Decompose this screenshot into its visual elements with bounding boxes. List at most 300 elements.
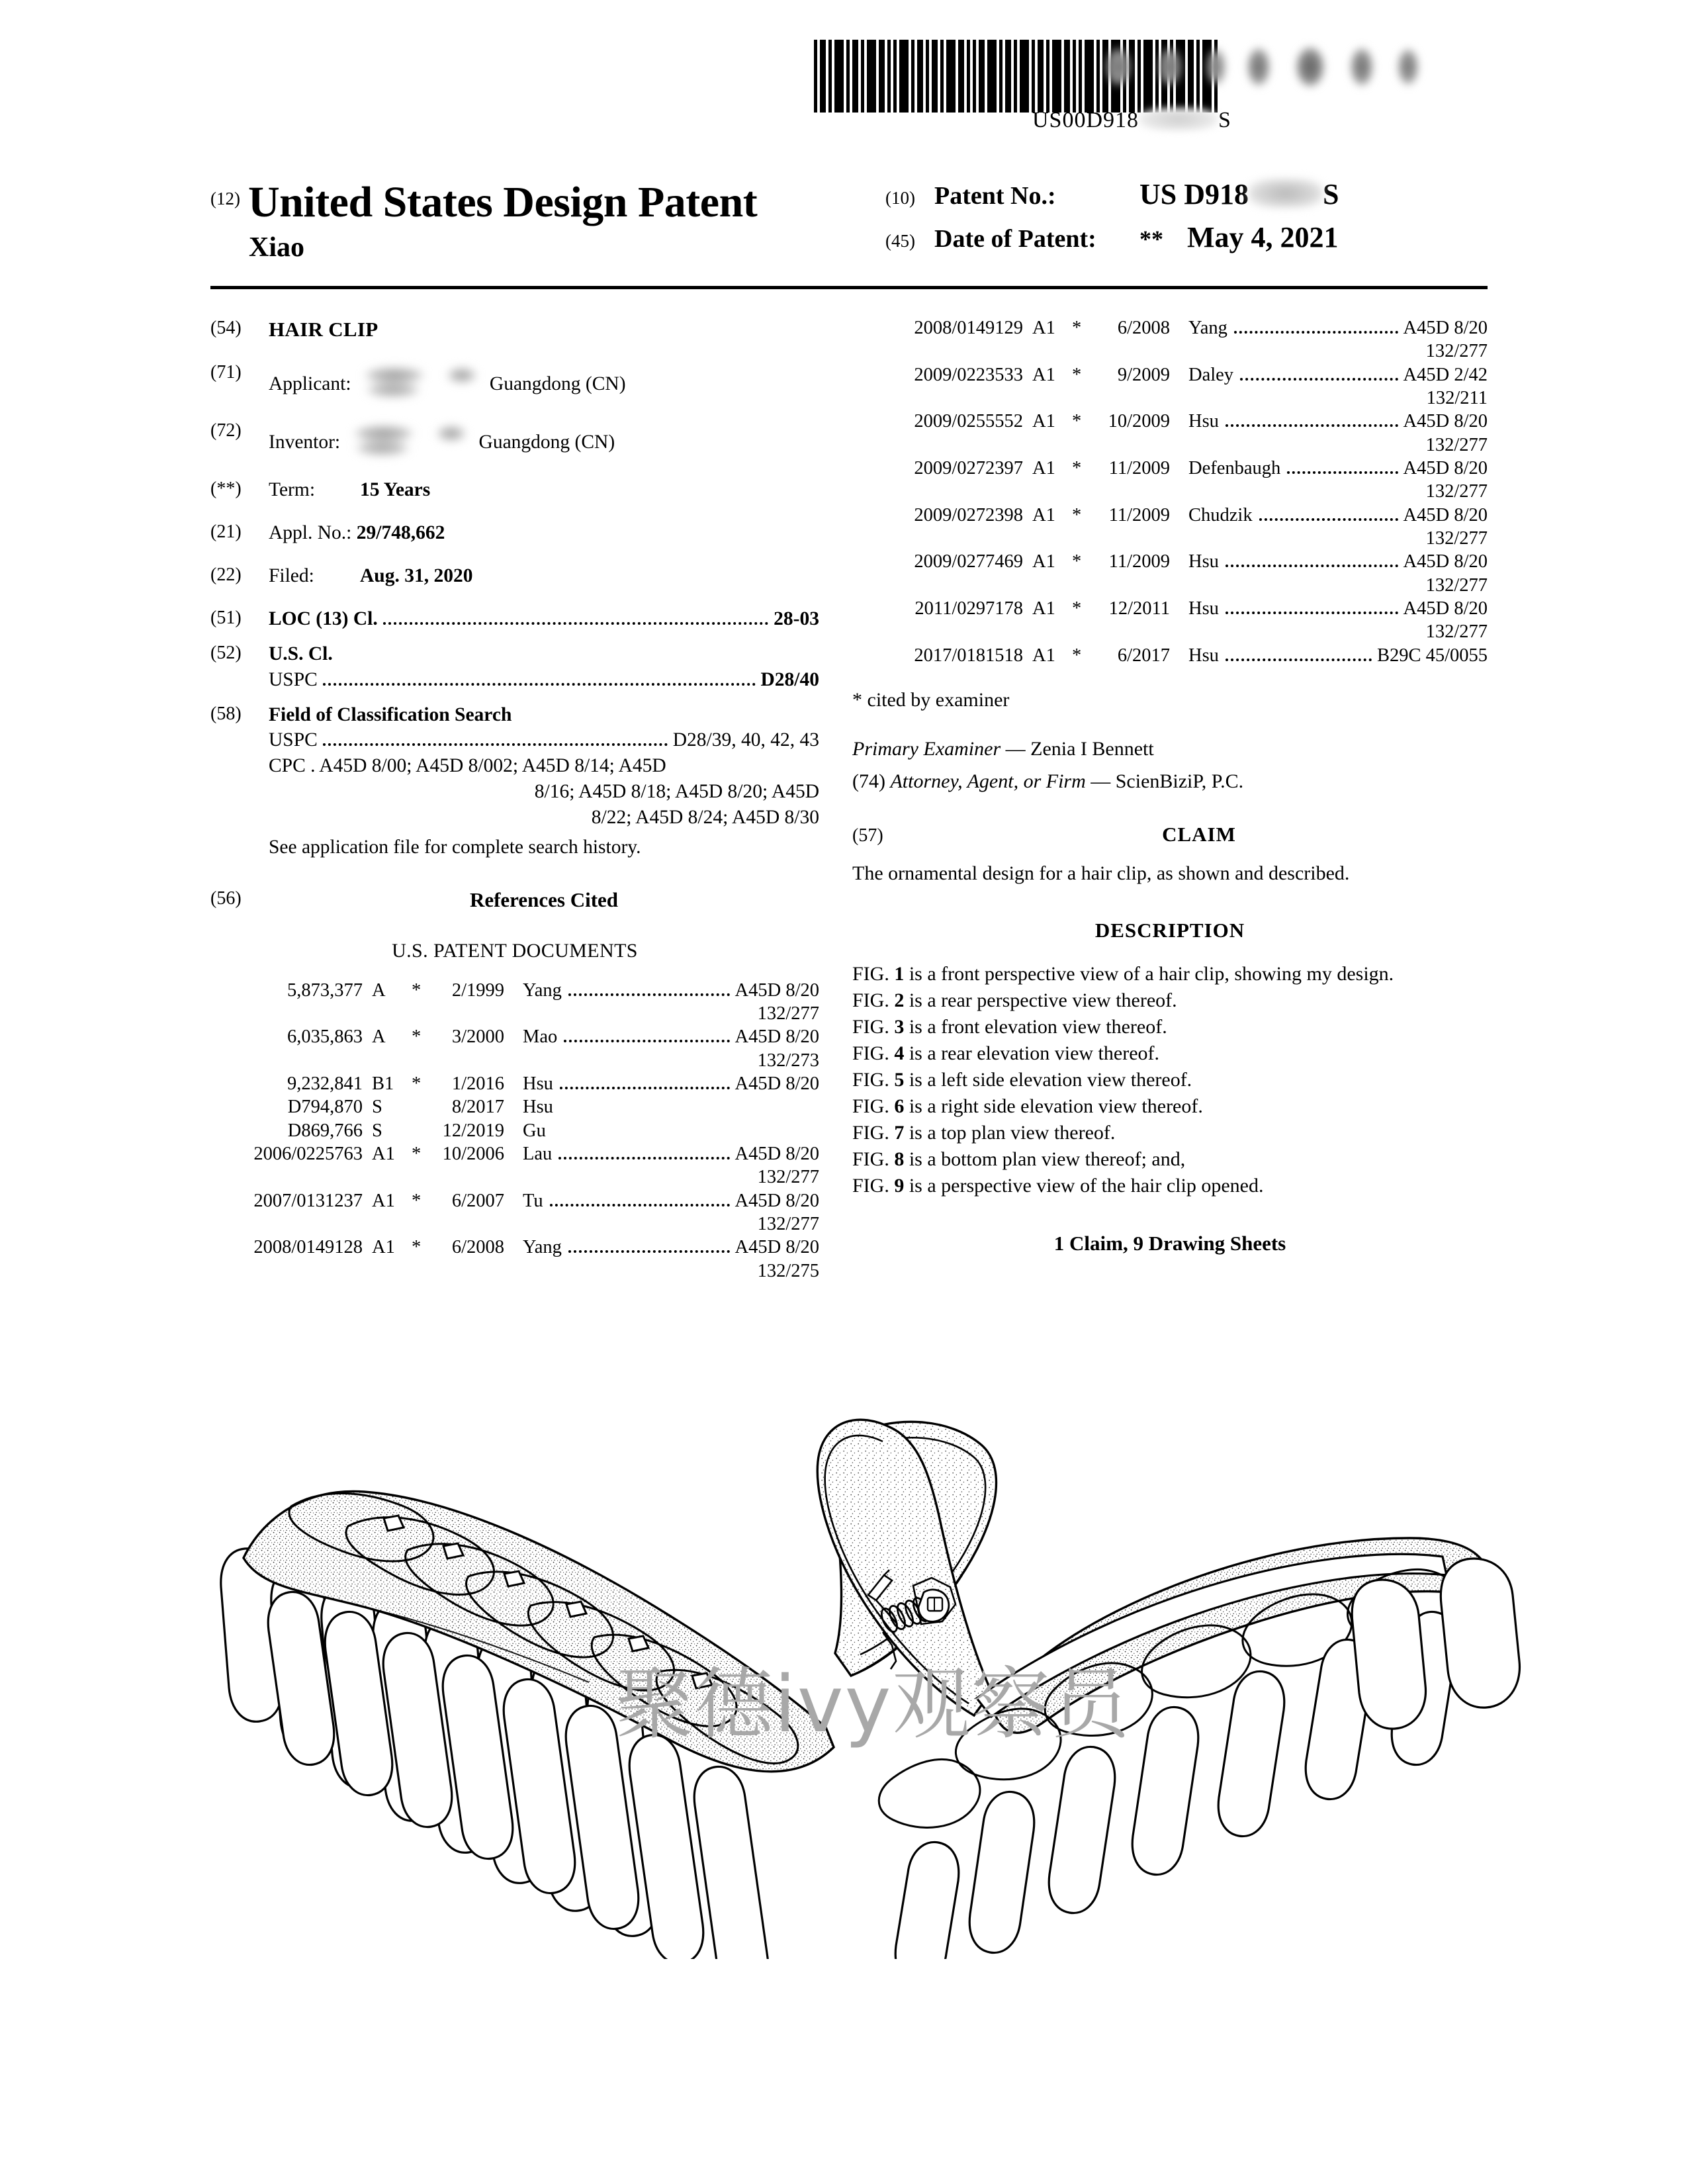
reference-assignee-name: Daley (1188, 364, 1234, 385)
patent-drawing-figure (165, 1377, 1555, 1959)
cpc-line-2: 8/16; A45D 8/18; A45D 8/20; A45D (534, 781, 819, 803)
figure-description-item (852, 1040, 1488, 1067)
barcode-number (1032, 107, 1231, 133)
reference-examiner-star: * (1072, 457, 1082, 478)
field-applicant (210, 361, 819, 402)
figure-description-item (852, 987, 1488, 1014)
inventor-name-redaction (345, 419, 476, 460)
reference-assignee-name: Yang (1188, 318, 1227, 338)
focs-label: Field of Classification Search (269, 704, 512, 725)
reference-kind-code: A1 (372, 1190, 395, 1211)
reference-classification: B29C 45/0055 (1376, 645, 1488, 666)
hair-clip-right-jaw (817, 1420, 1519, 1959)
reference-row (210, 1119, 819, 1142)
title-right (885, 177, 1481, 254)
barcode-bar (1214, 40, 1218, 113)
reference-number: 2006/0225763 (253, 1143, 363, 1164)
barcode-bar (893, 40, 897, 113)
barcode-bars (814, 40, 1220, 113)
reference-row (852, 504, 1488, 527)
reference-row (852, 457, 1488, 480)
reference-date: 11/2009 (1108, 457, 1170, 478)
reference-classification: A45D 2/42 (1403, 364, 1488, 385)
figure-text: is a right side elevation view thereof. (904, 1095, 1203, 1117)
reference-number: D869,766 (287, 1120, 363, 1141)
reference-number: 2007/0131237 (253, 1190, 363, 1211)
tag-57: (57) (852, 825, 883, 846)
reference-date: 10/2006 (442, 1143, 504, 1164)
claim-sheet-count: 1 Claim, 9 Drawing Sheets (1053, 1232, 1286, 1255)
reference-subclass: 132/277 (757, 1003, 819, 1024)
barcode-bar (1155, 40, 1159, 113)
tag-22: (22) (210, 564, 242, 585)
reference-number: 9,232,841 (287, 1073, 363, 1094)
reference-kind-code: S (372, 1097, 382, 1118)
figure-description-item (852, 1067, 1488, 1093)
attorney-line (852, 768, 1488, 795)
uspc-dotrow (269, 667, 819, 693)
field-appl-no (210, 520, 819, 546)
uscl-body (269, 641, 819, 693)
reference-leader (558, 1157, 729, 1160)
reference-number: 2009/0272397 (914, 457, 1023, 478)
tag-58: (58) (210, 703, 242, 724)
primary-examiner-label: Primary Examiner (852, 737, 1001, 760)
field-loc (210, 606, 819, 632)
reference-subclass: 132/275 (757, 1260, 819, 1281)
reference-classification: A45D 8/20 (735, 1026, 819, 1048)
figure-text: is a perspective view of the hair clip opened. (904, 1174, 1264, 1197)
reference-subclass: 132/277 (1425, 574, 1488, 596)
barcode-bar (1064, 40, 1070, 113)
figure-description-item (852, 1173, 1488, 1199)
tag-21: (21) (210, 521, 242, 542)
reference-number: 2009/0277469 (914, 551, 1023, 572)
reference-date: 9/2009 (1117, 364, 1170, 385)
reference-subclass: 132/277 (757, 1167, 819, 1188)
cited-by-examiner-note: * cited by examiner (852, 688, 1010, 711)
header-divider (210, 286, 1488, 289)
barcode-bar (1014, 40, 1017, 113)
claim-text: The ornamental design for a hair clip, as shown and described. (852, 862, 1350, 884)
reference-row (210, 1142, 819, 1165)
primary-examiner-name: Zenia I Bennett (1030, 737, 1154, 760)
barcode-bar (1085, 40, 1094, 113)
reference-leader (1226, 612, 1398, 614)
reference-classification: A45D 8/20 (1403, 318, 1488, 338)
tag-71: (71) (210, 361, 242, 383)
figure-description-item (852, 1014, 1488, 1040)
barcode-bar (899, 40, 909, 113)
barcode-bar (967, 40, 970, 113)
reference-kind-code: A1 (1032, 645, 1055, 666)
appl-value: 29/748,662 (356, 522, 445, 543)
field-title (210, 316, 819, 343)
applicant-body (269, 361, 819, 402)
reference-assignee-name: Gu (523, 1120, 546, 1141)
figure-number: 8 (894, 1148, 905, 1170)
reference-subclass: 132/211 (1426, 387, 1488, 408)
barcode-bar (926, 40, 929, 113)
uscl-label: U.S. Cl. (269, 643, 333, 664)
reference-leader (1226, 659, 1372, 661)
barcode-bar (1102, 40, 1108, 113)
tag-72: (72) (210, 420, 242, 441)
figure-number: 3 (894, 1016, 905, 1038)
term-disclaimer-stars: ** (1139, 226, 1163, 252)
inventor-surname: Xiao (249, 232, 304, 263)
patent-no-value (1139, 177, 1339, 211)
reference-date: 3/2000 (451, 1026, 504, 1048)
reference-examiner-star: * (412, 1143, 422, 1164)
patent-no-label: Patent No.: (934, 182, 1056, 210)
description-heading: DESCRIPTION (1094, 918, 1245, 942)
reference-date: 6/2007 (451, 1190, 504, 1211)
field-filed (210, 563, 819, 589)
figure-text: is a front perspective view of a hair clip, showing my design. (904, 963, 1394, 985)
barcode-bar (1170, 40, 1173, 113)
references-table-left (210, 979, 819, 1283)
figure-description-list (852, 961, 1488, 1199)
reference-leader (1287, 471, 1398, 474)
reference-examiner-star: * (1072, 551, 1082, 572)
figure-text: is a top plan view thereof. (904, 1121, 1116, 1144)
focs-uspc-dotrow (269, 727, 819, 753)
uspc-label: USPC (269, 668, 318, 690)
claim-heading: CLAIM (1162, 822, 1236, 846)
filed-value: Aug. 31, 2020 (360, 565, 473, 586)
barcode-bar (1073, 40, 1076, 113)
reference-row (210, 1025, 819, 1048)
reference-subclass: 132/277 (1425, 481, 1488, 502)
term-value: 15 Years (360, 478, 431, 500)
barcode-bar (1202, 40, 1212, 113)
figure-number: 5 (894, 1069, 905, 1091)
reference-classification: A45D 8/20 (735, 1190, 819, 1211)
reference-examiner-star: * (412, 1026, 422, 1048)
patent-no-tag: (10) (885, 188, 915, 208)
reference-kind-code: A1 (1032, 318, 1055, 338)
figure-text: is a left side elevation view thereof. (904, 1069, 1192, 1091)
barcode-bar (1052, 40, 1061, 113)
figure-number: 2 (894, 989, 905, 1012)
reference-leader (560, 1087, 730, 1089)
attorney-dash: — (1091, 770, 1111, 793)
barcode-bar (940, 40, 944, 113)
kind-code-12: (12) (210, 189, 240, 208)
reference-date: 8/2017 (451, 1097, 504, 1118)
barcode-bar (1143, 40, 1153, 113)
reference-date: 2/1999 (451, 979, 504, 1001)
term-label: Term: (269, 478, 316, 500)
date-label: Date of Patent: (934, 225, 1096, 253)
applicant-name-redaction (356, 361, 487, 402)
reference-kind-code: A1 (372, 1143, 395, 1164)
reference-number: 2017/0181518 (914, 645, 1023, 666)
figure-label: FIG. (852, 1121, 895, 1144)
reference-date: 11/2009 (1108, 551, 1170, 572)
reference-date: 6/2008 (1117, 318, 1170, 338)
loc-leader (383, 622, 768, 625)
references-cited-heading: References Cited (469, 888, 619, 912)
reference-row (852, 597, 1488, 620)
barcode-bar (1137, 40, 1141, 113)
barcode-bar (887, 40, 891, 113)
reference-kind-code: A (372, 1026, 386, 1048)
cpc-value-1: . A45D 8/00; A45D 8/002; A45D 8/14; A45D (310, 755, 666, 777)
barcode-bar (1096, 40, 1100, 113)
patent-number-row (885, 177, 1481, 211)
figure-text: is a rear elevation view thereof. (904, 1042, 1159, 1065)
reference-number: D794,870 (287, 1097, 363, 1118)
reference-row (852, 550, 1488, 573)
reference-leader (568, 993, 730, 996)
reference-classification: A45D 8/20 (1403, 504, 1488, 525)
field-focs (210, 702, 819, 861)
barcode-bar (1111, 40, 1120, 113)
date-tag: (45) (885, 231, 915, 251)
figure-text: is a rear perspective view thereof. (904, 989, 1177, 1012)
barcode-bar (958, 40, 964, 113)
reference-classification: A45D 8/20 (735, 1073, 819, 1094)
reference-row (210, 1236, 819, 1259)
barcode-bar (946, 40, 956, 113)
figure-description-item (852, 1120, 1488, 1146)
reference-subclass: 132/277 (1425, 434, 1488, 455)
term-body (269, 477, 819, 503)
reference-kind-code: A1 (1032, 457, 1055, 478)
reference-number: 6,035,863 (287, 1026, 363, 1048)
figure-text: is a bottom plan view thereof; and, (904, 1148, 1186, 1170)
reference-kind-code: A1 (1032, 598, 1055, 619)
reference-classification: A45D 8/20 (735, 1143, 819, 1164)
reference-examiner-star: * (412, 1190, 422, 1211)
loc-label: LOC (13) Cl. (269, 608, 378, 629)
uspc-value: D28/40 (760, 668, 819, 690)
barcode-bar (987, 40, 997, 113)
reference-examiner-star: * (1072, 364, 1082, 385)
figure-text: is a front elevation view thereof. (904, 1016, 1167, 1038)
patent-no-prefix: US D918 (1139, 178, 1249, 210)
reference-kind-code: A1 (372, 1237, 395, 1258)
references-table-right (852, 316, 1488, 667)
tag-52: (52) (210, 642, 242, 663)
barcode-number-suffix: S (1218, 108, 1231, 132)
barcode-bar (861, 40, 864, 113)
figure-label: FIG. (852, 1148, 895, 1170)
title-left (210, 177, 885, 263)
reference-assignee-name: Lau (523, 1143, 553, 1164)
reference-date: 12/2011 (1108, 598, 1170, 619)
reference-kind-code: A1 (1032, 551, 1055, 572)
cpc-label: CPC (269, 755, 306, 777)
us-patent-documents-heading: U.S. PATENT DOCUMENTS (392, 940, 638, 962)
barcode-bar (814, 40, 817, 113)
barcode-bar (846, 40, 850, 113)
figure-number: 7 (894, 1121, 905, 1144)
reference-date: 10/2009 (1108, 411, 1170, 432)
barcode-bar (820, 40, 826, 113)
reference-examiner-star: * (1072, 318, 1082, 338)
figure-label: FIG. (852, 963, 895, 985)
cpc-line-3: 8/22; A45D 8/24; A45D 8/30 (591, 807, 819, 829)
reference-date: 6/2017 (1117, 645, 1170, 666)
barcode-bar (1038, 40, 1044, 113)
reference-date: 11/2009 (1108, 504, 1170, 525)
invention-title: HAIR CLIP (269, 318, 379, 341)
barcode-bar (911, 40, 914, 113)
reference-examiner-star: * (1072, 504, 1082, 525)
see-application-file: See application file for complete search history. (269, 837, 641, 858)
reference-row (852, 363, 1488, 387)
examiner-dash: — (1005, 737, 1026, 760)
reference-number: 2009/0272398 (914, 504, 1023, 525)
date-value: May 4, 2021 (1187, 221, 1339, 253)
barcode-bar (973, 40, 976, 113)
reference-row (852, 644, 1488, 667)
reference-assignee-name: Hsu (1188, 411, 1219, 432)
patent-no-suffix: S (1323, 178, 1339, 210)
reference-kind-code: A1 (1032, 411, 1055, 432)
reference-leader (1226, 424, 1398, 427)
barcode-bar (879, 40, 885, 113)
applicant-label: Applicant: (269, 373, 351, 394)
patent-date-row (885, 220, 1481, 254)
cpc-line-1 (269, 753, 819, 779)
reference-number: 2009/0223533 (914, 364, 1023, 385)
reference-number: 2008/0149129 (914, 318, 1023, 338)
focs-uspc-label: USPC (269, 729, 318, 751)
reference-row (210, 1095, 819, 1118)
figure-number: 1 (894, 963, 905, 985)
barcode-number-prefix: US00D918 (1032, 108, 1139, 132)
inventor-body (269, 419, 819, 460)
field-references (210, 887, 819, 914)
uspc-leader (323, 683, 756, 686)
reference-assignee-name: Hsu (1188, 598, 1219, 619)
barcode-bar (1005, 40, 1011, 113)
reference-classification: A45D 8/20 (1403, 598, 1488, 619)
reference-subclass: 132/277 (1425, 621, 1488, 643)
reference-subclass: 132/273 (757, 1050, 819, 1071)
reference-row (852, 316, 1488, 340)
barcode-bar (979, 40, 985, 113)
barcode-bar (867, 40, 876, 113)
reference-examiner-star: * (1072, 411, 1082, 432)
reference-assignee-name: Hsu (523, 1097, 553, 1118)
reference-assignee-name: Defenbaugh (1188, 457, 1281, 478)
reference-subclass: 132/277 (1425, 527, 1488, 549)
tag-term: (**) (210, 478, 242, 499)
reference-kind-code: A (372, 979, 386, 1001)
filed-label: Filed: (269, 565, 314, 586)
reference-leader (1259, 518, 1398, 521)
reference-leader (1226, 565, 1398, 567)
reference-number: 5,873,377 (287, 979, 363, 1001)
attorney-label: Attorney, Agent, or Firm (890, 770, 1086, 793)
barcode-bar (999, 40, 1003, 113)
reference-number: 2009/0255552 (914, 411, 1023, 432)
reference-classification: A45D 8/20 (1403, 457, 1488, 478)
figure-description-item (852, 961, 1488, 987)
barcode-bar (828, 40, 832, 113)
filed-body (269, 563, 819, 589)
barcode-bar (1032, 40, 1035, 113)
reference-subclass: 132/277 (1425, 341, 1488, 362)
reference-row (210, 979, 819, 1002)
reference-row (852, 410, 1488, 433)
loc-dotrow (269, 606, 819, 632)
barcode-bar (1176, 40, 1185, 113)
reference-assignee-name: Hsu (1188, 645, 1219, 666)
loc-body (269, 606, 819, 632)
attorney-firm-name: ScienBiziP, P.C. (1115, 770, 1244, 793)
reference-assignee-name: Hsu (523, 1073, 553, 1094)
figure-label: FIG. (852, 1042, 895, 1065)
reference-date: 12/2019 (442, 1120, 504, 1141)
figure-label: FIG. (852, 1095, 895, 1117)
reference-kind-code: A1 (1032, 364, 1055, 385)
appl-body (269, 520, 819, 546)
focs-uspc-leader (323, 743, 668, 746)
barcode-bar (1188, 40, 1194, 113)
inventor-location: Guangdong (CN) (478, 431, 615, 453)
barcode-bar (917, 40, 923, 113)
barcode-bar (1161, 40, 1167, 113)
loc-value: 28-03 (774, 608, 819, 629)
barcode-bar (834, 40, 844, 113)
barcode-bar (1129, 40, 1135, 113)
reference-assignee-name: Hsu (1188, 551, 1219, 572)
field-term (210, 477, 819, 503)
tag-74: (74) (852, 770, 885, 793)
reference-assignee-name: Yang (523, 979, 562, 1001)
claim-heading-row (852, 821, 1488, 848)
barcode (814, 33, 1158, 113)
barcode-bar (1020, 40, 1029, 113)
reference-row (210, 1072, 819, 1095)
figure-number: 9 (894, 1174, 905, 1197)
reference-leader (564, 1040, 729, 1042)
barcode-bar (1079, 40, 1082, 113)
hair-clip-drawing-svg (165, 1377, 1555, 1959)
reference-classification: A45D 8/20 (1403, 411, 1488, 432)
right-column (852, 316, 1488, 1257)
figure-label: FIG. (852, 1174, 895, 1197)
barcode-bar (1046, 40, 1049, 113)
tag-51: (51) (210, 607, 242, 628)
figure-label: FIG. (852, 1016, 895, 1038)
page-title: United States Design Patent (247, 178, 758, 226)
reference-number: 2011/0297178 (914, 598, 1023, 619)
reference-kind-code: S (372, 1120, 382, 1141)
barcode-bar (932, 40, 938, 113)
reference-classification: A45D 8/20 (735, 1237, 819, 1258)
reference-kind-code: B1 (372, 1073, 394, 1094)
title-block (210, 177, 1488, 263)
barcode-number-redaction (1139, 107, 1218, 131)
applicant-location: Guangdong (CN) (489, 373, 626, 394)
inventor-label: Inventor: (269, 431, 341, 453)
reference-examiner-star: * (412, 979, 422, 1001)
reference-examiner-star: * (1072, 645, 1082, 666)
reference-classification: A45D 8/20 (735, 979, 819, 1001)
left-column (210, 316, 819, 1283)
reference-subclass: 132/277 (757, 1213, 819, 1234)
reference-assignee-name: Tu (523, 1190, 543, 1211)
barcode-bar (1196, 40, 1200, 113)
field-inventor (210, 419, 819, 460)
